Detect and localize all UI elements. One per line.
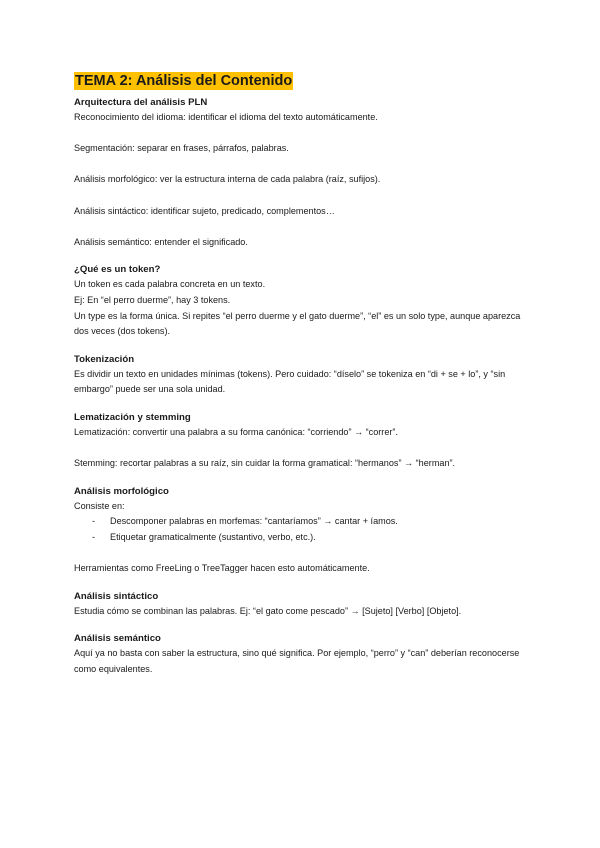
section-heading-token: ¿Qué es un token? [74, 264, 161, 276]
paragraph: Herramientas como FreeLing o TreeTagger hacen esto automáticamente. [74, 563, 370, 574]
paragraph: Consiste en: [74, 500, 125, 511]
section-heading-morfologico: Análisis morfológico [74, 485, 169, 497]
paragraph: Aquí ya no basta con saber la estructura, sino qué significa. Por ejemplo, “perro” y “can” deberían reconocerse como equivalentes. [74, 648, 520, 674]
section-heading-semantico: Análisis semántico [74, 633, 161, 645]
paragraph: Un token es cada palabra concreta en un texto. [74, 279, 266, 290]
list-item-text: Descomponer palabras en morfemas: “cantaríamos” → cantar + íamos. [110, 516, 398, 527]
list-item [74, 514, 534, 530]
section-heading-lematizacion: Lematización y stemming [74, 411, 191, 423]
section-heading-sintactico: Análisis sintáctico [74, 590, 159, 602]
paragraph: Stemming: recortar palabras a su raíz, sin cuidar la forma gramatical: “hermanos” → “herman”. [74, 458, 456, 469]
section-heading-arquitectura: Arquitectura del análisis PLN [74, 97, 208, 108]
document-page [74, 72, 534, 677]
paragraph: Análisis semántico: entender el significado. [74, 236, 248, 247]
bullet-list [74, 514, 534, 545]
list-item [74, 530, 534, 546]
section-heading-tokenizacion: Tokenización [74, 353, 135, 365]
paragraph: Es dividir un texto en unidades mínimas (tokens). Pero cuidado: “díselo” se tokeniza en “di + se + lo”, y “sin embargo” puede ser una sola unidad. [74, 368, 506, 395]
paragraph: Análisis morfológico: ver la estructura interna de cada palabra (raíz, sufijos). [74, 174, 381, 185]
paragraph: Estudia cómo se combinan las palabras. Ej: “el gato come pescado” → [Sujeto] [Verbo] [Objeto]. [74, 605, 462, 616]
paragraph: Lematización: convertir una palabra a su forma canónica: “corriendo” → “correr”. [74, 426, 398, 437]
paragraph: Segmentación: separar en frases, párrafos, palabras. [74, 143, 289, 154]
paragraph: Análisis sintáctico: identificar sujeto, predicado, complementos… [74, 205, 335, 216]
list-item-text: Etiquetar gramaticalmente (sustantivo, verbo, etc.). [110, 531, 316, 542]
paragraph: Reconocimiento del idioma: identificar el idioma del texto automáticamente. [74, 112, 378, 122]
bullet-mark: - [92, 516, 96, 527]
paragraph: Un type es la forma única. Si repites “el perro duerme y el gato duerme”, “el” es un solo type, aunque aparezca dos veces (dos tokens). [74, 310, 521, 337]
paragraph: Ej: En “el perro duerme”, hay 3 tokens. [74, 294, 231, 305]
document-title: TEMA 2: Análisis del Contenido [75, 73, 293, 89]
bullet-mark: - [92, 531, 96, 542]
